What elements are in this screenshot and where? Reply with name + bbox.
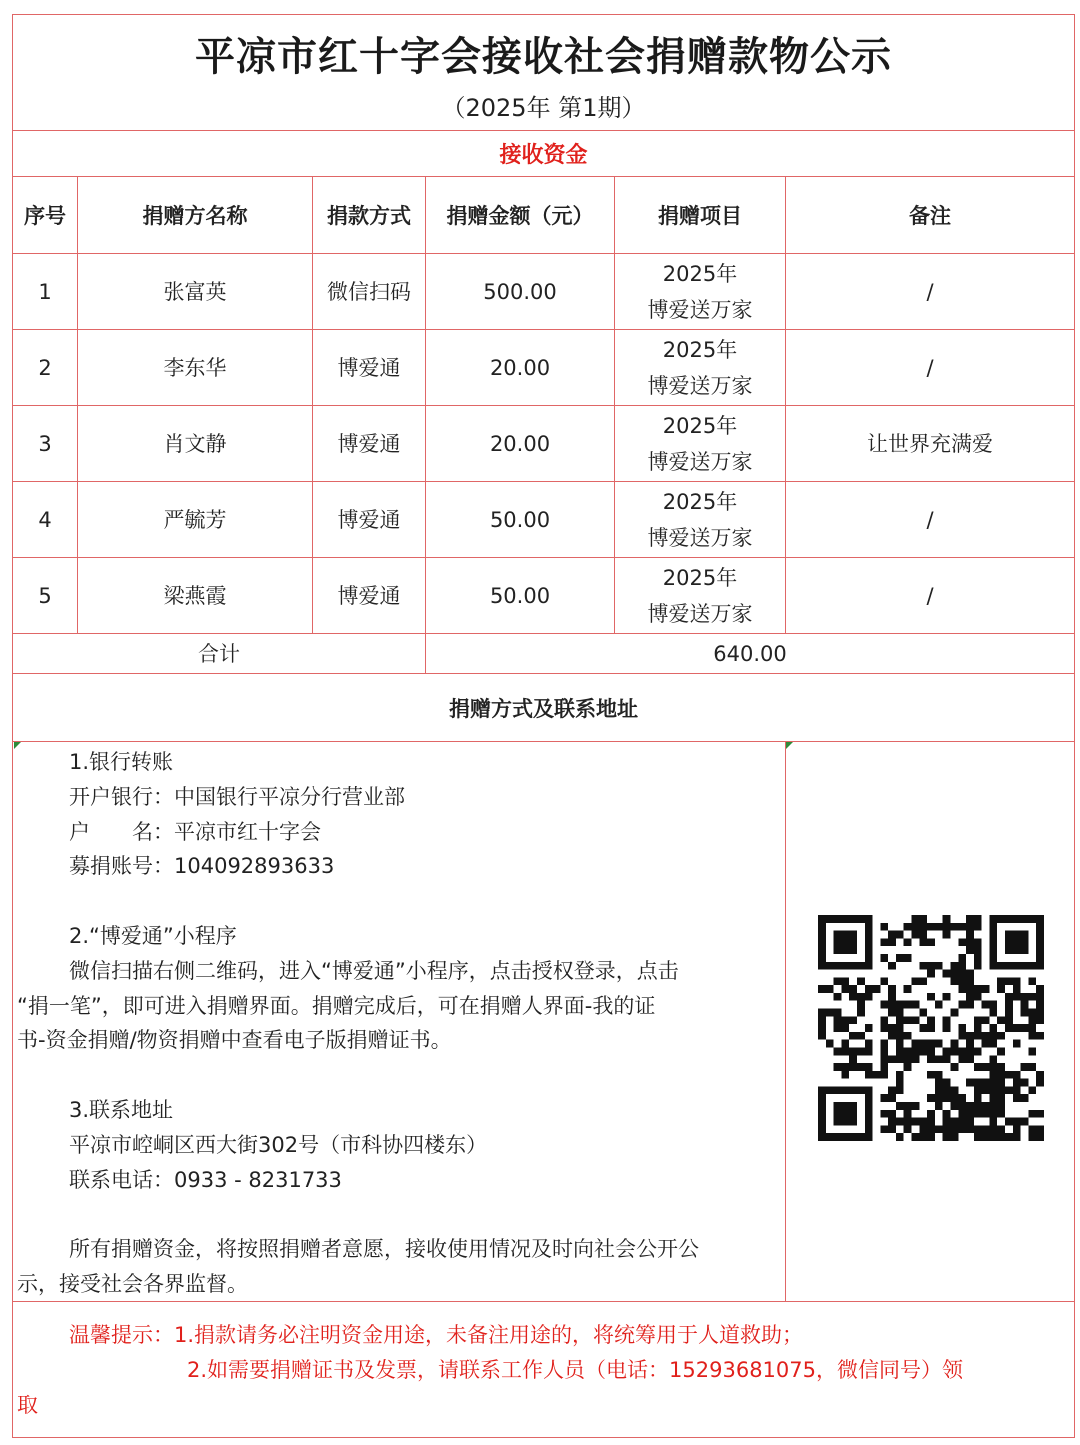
row-4-project xyxy=(615,482,785,557)
row-2-name: 李东华 xyxy=(163,355,227,380)
row-2-project-name: 博爱送万家 xyxy=(647,373,753,398)
row-4-amount: 50.00 xyxy=(489,507,551,532)
row-3-no: 3 xyxy=(38,431,52,456)
spacer xyxy=(17,884,783,919)
account-name: 户 名：平凉市红十字会 xyxy=(69,819,321,844)
statement-1: 所有捐赠资金，将按照捐赠者意愿，接收使用情况及时向社会公开公 xyxy=(69,1237,699,1262)
section-contact-label: 捐赠方式及联系地址 xyxy=(449,696,638,721)
mini-program-desc-2: “捐一笔”，即可进入捐赠界面。捐赠完成后，可在捐赠人界面-我的证 xyxy=(17,993,656,1018)
col-header-note: 备注 xyxy=(909,204,951,228)
row-2-method: 博爱通 xyxy=(337,355,401,380)
row-3-project-name: 博爱送万家 xyxy=(647,449,753,474)
donation-info xyxy=(17,745,783,1302)
col-header-method: 捐款方式 xyxy=(327,204,411,228)
row-5-project-name: 博爱送万家 xyxy=(647,601,753,626)
qr-code-icon[interactable] xyxy=(818,915,1044,1141)
row-4-method: 博爱通 xyxy=(337,507,401,532)
row-5-project xyxy=(615,558,785,633)
issue-subtitle: （2025年 第1期） xyxy=(441,93,646,122)
row-1-no: 1 xyxy=(38,279,52,304)
row-5-note: / xyxy=(926,583,934,608)
row-2-amount: 20.00 xyxy=(489,355,551,380)
row-5-amount: 50.00 xyxy=(489,583,551,608)
row-1-name: 张富英 xyxy=(163,279,227,304)
tip-line-3: 取 xyxy=(17,1392,38,1417)
address-title: 3.联系地址 xyxy=(69,1097,174,1122)
row-1-project-year: 2025年 xyxy=(662,261,738,286)
section-funds-label: 接收资金 xyxy=(499,143,588,168)
row-3-name: 肖文静 xyxy=(163,431,227,456)
row-5-method: 博爱通 xyxy=(337,583,401,608)
tip-line-2: 2.如需要捐赠证书及发票，请联系工作人员（电话：15293681075，微信同号）领 xyxy=(187,1357,964,1382)
row-4-note: / xyxy=(926,507,934,532)
tip-line-1: 温馨提示：1.捐款请务必注明资金用途，未备注用途的，将统筹用于人道救助； xyxy=(69,1323,804,1347)
row-2-project xyxy=(615,330,785,405)
mini-program-title: 2.“博爱通”小程序 xyxy=(69,923,237,948)
mini-program-desc-3: 书-资金捐赠/物资捐赠中查看电子版捐赠证书。 xyxy=(17,1028,452,1053)
page-title: 平凉市红十字会接收社会捐赠款物公示 xyxy=(195,33,892,80)
row-2-project-year: 2025年 xyxy=(662,337,738,362)
col-header-project: 捐赠项目 xyxy=(658,204,742,228)
row-3-project-year: 2025年 xyxy=(662,413,738,438)
row-1-project xyxy=(615,254,785,329)
spacer xyxy=(17,1197,783,1232)
row-5-no: 5 xyxy=(38,583,52,608)
col-divider xyxy=(785,741,786,1301)
row-4-project-name: 博爱送万家 xyxy=(647,525,753,550)
phone-text: 联系电话：0933 - 8231733 xyxy=(69,1167,342,1192)
row-1-project-name: 博爱送万家 xyxy=(647,297,753,322)
donation-notice-sheet xyxy=(12,14,1075,1438)
row-5-name: 梁燕霞 xyxy=(163,583,227,608)
rule xyxy=(13,741,1074,742)
statement-2: 示，接受社会各界监督。 xyxy=(17,1271,248,1296)
cell-comment-marker xyxy=(786,742,793,749)
total-value: 640.00 xyxy=(713,641,787,666)
col-header-no: 序号 xyxy=(24,204,66,228)
row-1-method: 微信扫码 xyxy=(327,279,411,304)
row-4-project-year: 2025年 xyxy=(662,489,738,514)
row-3-method: 博爱通 xyxy=(337,431,401,456)
row-4-no: 4 xyxy=(38,507,52,532)
row-3-amount: 20.00 xyxy=(489,431,551,456)
row-3-project xyxy=(615,406,785,481)
warm-tips xyxy=(17,1318,1077,1422)
bank-transfer-title: 1.银行转账 xyxy=(69,750,174,774)
row-3-note: 让世界充满爱 xyxy=(867,431,993,456)
account-number: 募捐账号：104092893633 xyxy=(69,854,335,879)
row-1-amount: 500.00 xyxy=(483,279,557,304)
col-header-amount: 捐赠金额（元） xyxy=(446,204,594,228)
row-5-project-year: 2025年 xyxy=(662,565,738,590)
row-1-note: / xyxy=(926,279,934,304)
row-2-no: 2 xyxy=(38,355,52,380)
address-text: 平凉市崆峒区西大街302号（市科协四楼东） xyxy=(69,1132,488,1157)
mini-program-desc-1: 微信扫描右侧二维码，进入“博爱通”小程序，点击授权登录，点击 xyxy=(69,958,679,983)
col-header-donor: 捐赠方名称 xyxy=(142,204,248,228)
bank-name: 开户银行：中国银行平凉分行营业部 xyxy=(69,784,405,809)
row-2-note: / xyxy=(926,355,934,380)
spacer xyxy=(17,1058,783,1093)
row-4-name: 严毓芳 xyxy=(163,507,227,532)
total-label: 合计 xyxy=(198,641,240,666)
